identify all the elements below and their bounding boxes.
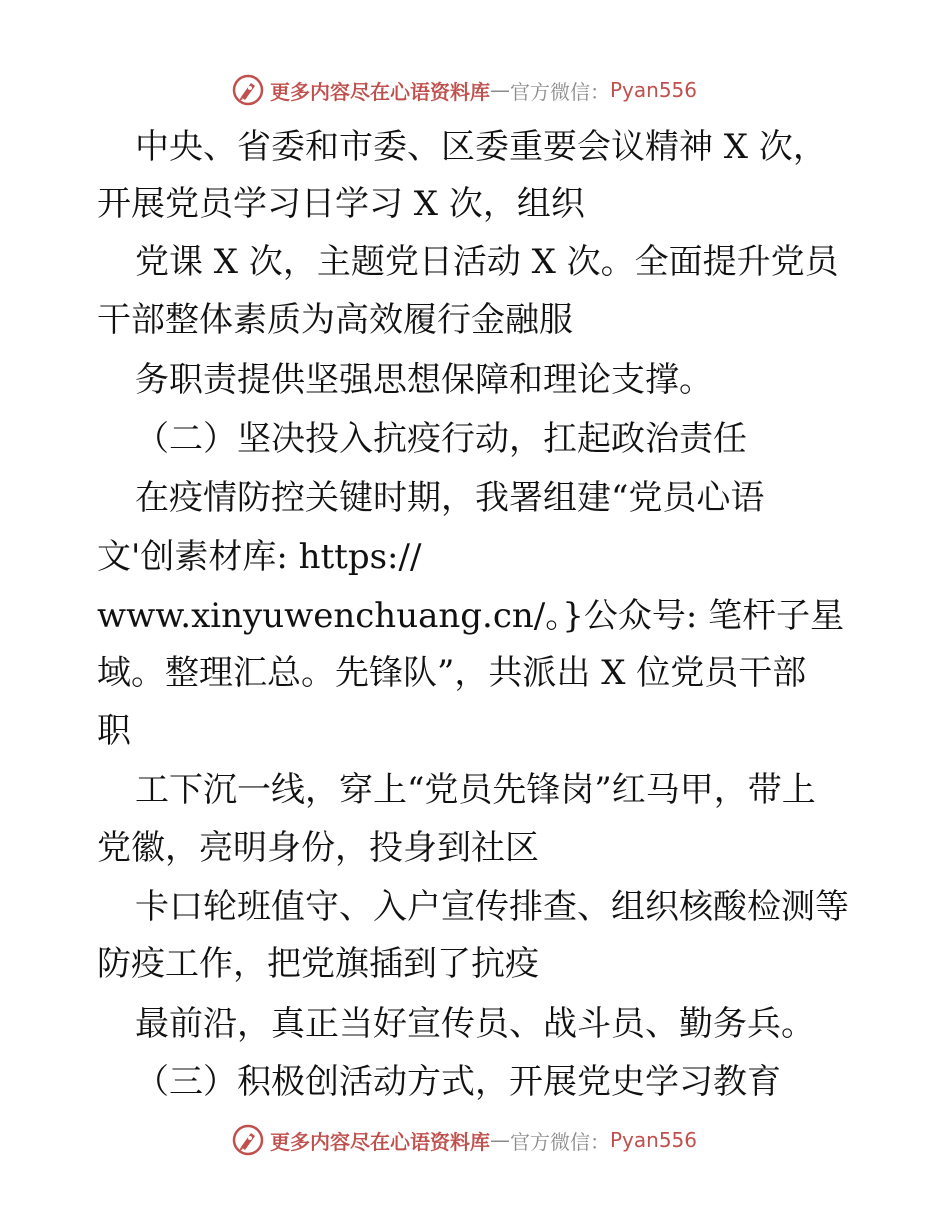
banner-brand-text: 更多内容尽在心语资料库 [270, 79, 490, 104]
text-line: （三）积极创活动方式，开展党史学习教育 [135, 1062, 781, 1102]
banner-wechat-id: Pyan556 [610, 1128, 698, 1152]
pen-nib-logo-icon [232, 74, 264, 106]
banner-official-label: 官方微信： [510, 1129, 610, 1154]
text-line: 域。整理汇总。先锋队”，共派出 X 位党员干部 [97, 653, 807, 693]
text-line: 中央、省委和市委、区委重要会议精神 X 次， [135, 127, 827, 167]
text-line: 开展党员学习日学习 X 次，组织 [97, 184, 585, 224]
banner-wechat-id: Pyan556 [610, 78, 698, 102]
text-line: 干部整体素质为高效履行金融服 [97, 300, 573, 340]
text-line: 最前沿，真正当好宣传员、战斗员、勤务兵。 [135, 1004, 815, 1044]
text-line: （二）坚决投入抗疫行动，扛起政治责任 [135, 419, 747, 459]
text-line: 文'创素材库: https:// [97, 537, 422, 577]
banner-dash: — [490, 78, 510, 102]
text-line: 在疫情防控关键时期，我署组建“党员心语 [135, 478, 765, 518]
text-line: 防疫工作，把党旗插到了抗疫 [97, 944, 539, 984]
text-line: 党课 X 次，主题党日活动 X 次。全面提升党员 [135, 242, 839, 282]
footer-banner [232, 1122, 697, 1158]
text-line: 党徽，亮明身份，投身到社区 [97, 828, 539, 868]
header-banner [232, 72, 697, 108]
text-line: 务职责提供坚强思想保障和理论支撑。 [135, 360, 713, 400]
text-line: 工下沉一线，穿上“党员先锋岗”红马甲，带上 [135, 770, 816, 810]
pen-nib-logo-icon [232, 1124, 264, 1156]
text-line: 职 [97, 711, 131, 751]
banner-official-label: 官方微信： [510, 79, 610, 104]
text-line: www.xinyuwenchuang.cn/。}公众号: 笔杆子星 [97, 596, 845, 636]
banner-dash: — [490, 1128, 510, 1152]
text-line: 卡口轮班值守、入户宣传排查、组织核酸检测等 [135, 887, 849, 927]
banner-brand-text: 更多内容尽在心语资料库 [270, 1129, 490, 1154]
